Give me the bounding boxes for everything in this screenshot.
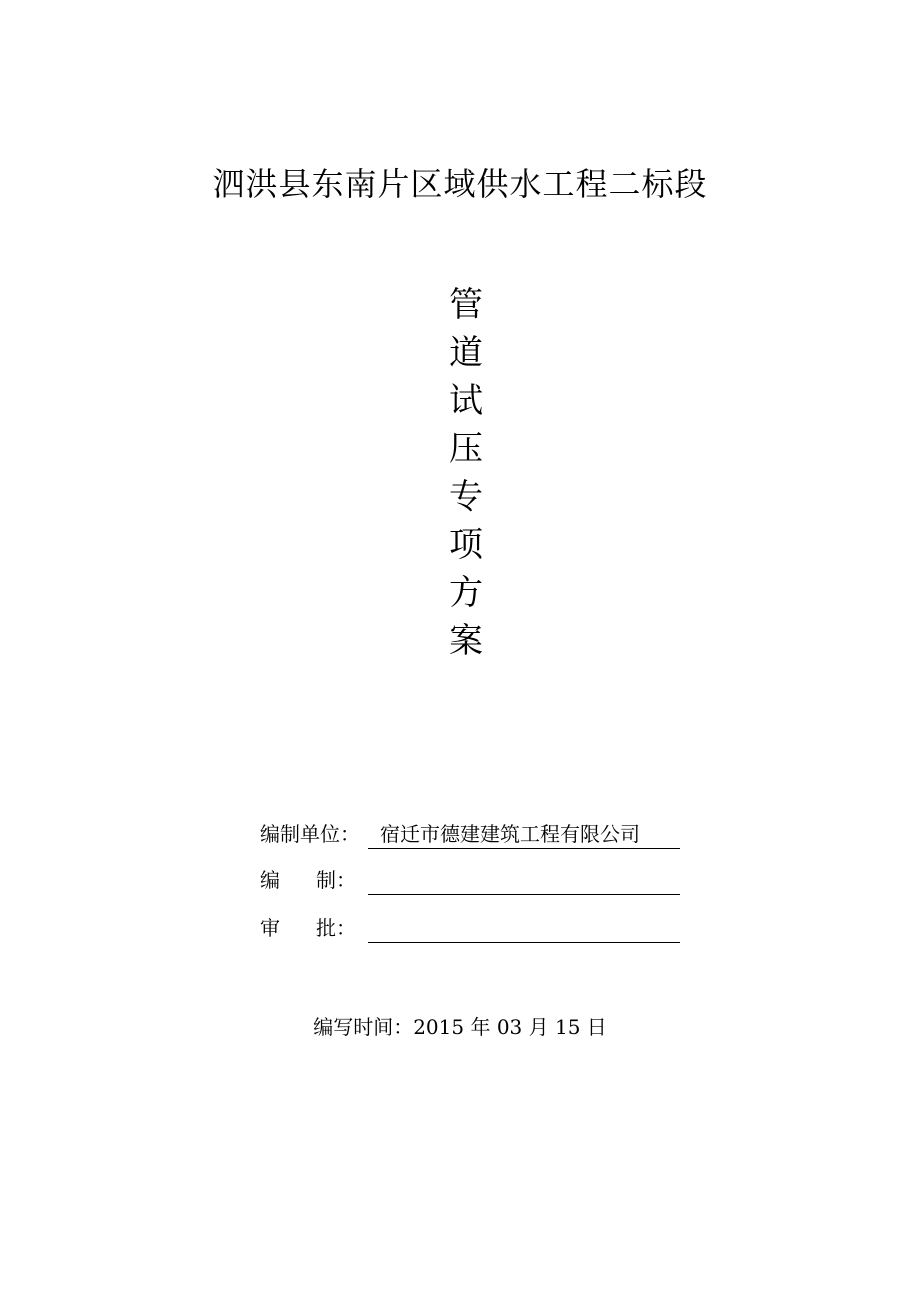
approver-label-part: 审 [260,916,280,940]
approver-field [368,913,680,943]
title-char: 道 [449,333,483,373]
writing-date [0,1012,920,1042]
title-char: 方 [449,573,483,613]
writing-date-label: 编写时间： [313,1015,414,1039]
compiler-label-part: 编 [260,868,280,892]
compiler-label-part: 制： [316,868,356,892]
title-char: 项 [449,525,483,565]
approver-label [260,913,356,943]
project-title: 泗洪县东南片区域供水工程二标段 [212,165,708,203]
compiling-unit-value: 宿迁市德建建筑工程有限公司 [380,822,640,846]
title-char: 专 [449,477,483,517]
compiler-row [260,865,690,895]
approver-row [260,913,690,943]
document-title-vertical [440,281,492,665]
title-char: 压 [449,429,483,469]
approver-label-part: 批： [316,916,356,940]
writing-date-value: 2015 年 03 月 15 日 [413,1015,607,1039]
compiling-unit-row [260,819,690,849]
compiling-unit-field [368,819,680,849]
compiler-field [368,865,680,895]
title-char: 管 [449,285,483,325]
title-char: 试 [449,381,483,421]
compiling-unit-label: 编制单位： [260,822,360,846]
title-char: 案 [449,621,483,661]
compiler-label [260,865,356,895]
